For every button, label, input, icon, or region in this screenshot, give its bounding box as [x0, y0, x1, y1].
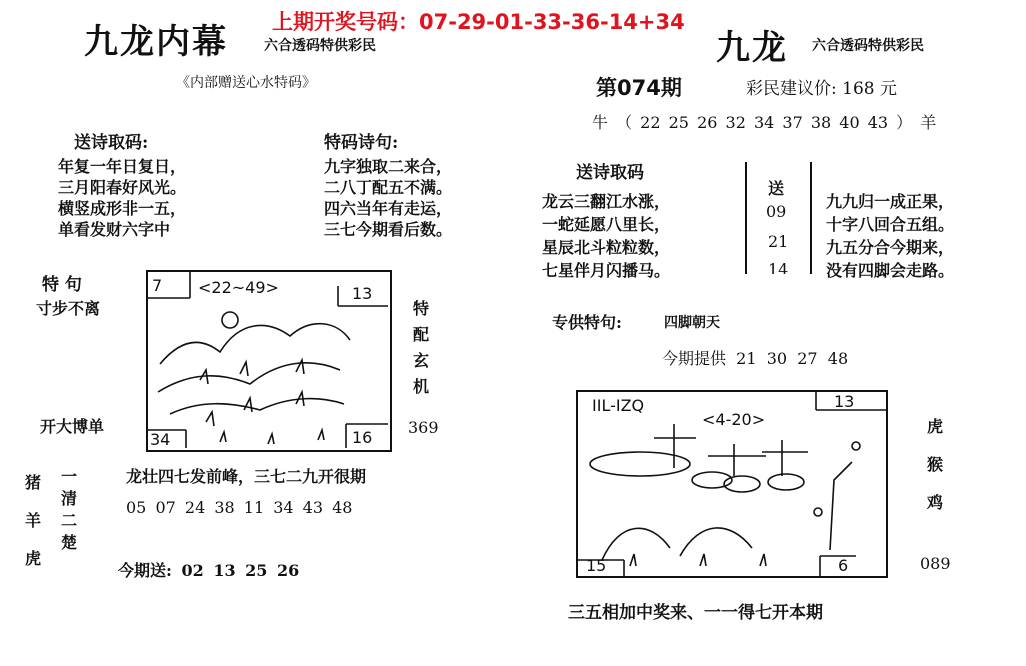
poem-line: 单看发财六字中: [58, 220, 171, 239]
vertical-char: 玄: [412, 351, 429, 370]
poem-line: 没有四脚会走路。: [826, 261, 955, 280]
vertical-char: 一: [60, 467, 77, 486]
poem-line: 横竖成形非一五，: [58, 199, 187, 218]
te-ju-label: 特 句: [42, 275, 82, 295]
numbers-row: 05 07 24 38 11 34 43 48: [126, 498, 353, 517]
left-subtitle: 六合透码特供彩民: [264, 38, 376, 54]
poem-line: 三月阳春好风光。: [58, 178, 187, 197]
right-subtitle: 六合透码特供彩民: [812, 38, 924, 54]
right-corner-br: 6: [838, 556, 849, 575]
special-poem-title: 特码诗句:: [324, 133, 399, 153]
zodiac-left-3: 虎: [24, 549, 41, 568]
poem-line: 年复一年日复日，: [58, 157, 187, 176]
send-number: 14: [768, 260, 789, 274]
right-number-089: 089: [920, 554, 951, 573]
zodiac-right-2: 猴: [926, 455, 943, 474]
zodiac-left-1: 猪: [24, 473, 41, 492]
vertical-char: 二: [60, 511, 77, 530]
jin-qi-song: 今期送: 02 13 25 26: [118, 561, 300, 580]
sun-icon: [222, 312, 238, 328]
left-corner-tl: 7: [152, 276, 163, 295]
zhuan-gong-text: 四脚朝天: [664, 315, 720, 331]
vertical-char: 楚: [60, 533, 77, 552]
left-range: <22~49>: [198, 278, 279, 297]
poem-line: 龙云三翻江水涨，: [542, 192, 671, 211]
send-number: 09: [766, 202, 787, 221]
long-zhuang-line: 龙壮四七发前峰，三七二九开很期: [126, 467, 367, 486]
poem-line: 十字八回合五组。: [826, 215, 955, 234]
te-ju-text: 寸步不离: [36, 299, 101, 318]
left-title: 九龙内幕: [84, 22, 228, 62]
bottom-line: 三五相加中奖来、一一得七开本期: [568, 603, 823, 623]
vertical-char: 配: [412, 325, 429, 344]
left-poem-title: 送诗取码:: [74, 133, 149, 153]
issue-number: 第074期: [596, 76, 682, 100]
poem-line: 四六当年有走运，: [324, 199, 453, 218]
te-pei-xuan-ji: [412, 296, 430, 400]
left-corner-tr: 13: [352, 284, 373, 303]
send-label: 送: [768, 179, 785, 198]
zodiac-right-3: 鸡: [926, 493, 943, 512]
right-range: <4-20>: [702, 410, 766, 429]
vertical-char: 机: [412, 377, 429, 396]
zodiac-right-1: 虎: [926, 417, 943, 436]
poem-line: 二八丁配五不满。: [324, 178, 453, 197]
left-cartoon-sketch: [146, 270, 388, 448]
right-poem-title: 送诗取码: [576, 163, 644, 183]
jin-qi-ti-gong: 今期提供 21 30 27 48: [662, 349, 849, 368]
left-corner-br: 16: [352, 428, 373, 447]
poem-line: 七星伴月闪播马。: [542, 261, 671, 280]
left-corner-bl: 34: [150, 430, 171, 449]
yi-qing-er-chu: [60, 466, 78, 554]
vertical-char: 清: [60, 489, 77, 508]
send-number: 21: [768, 232, 789, 251]
right-corner-bl: 15: [586, 556, 607, 575]
left-tagline: 《内部赠送心水特码》: [176, 75, 316, 91]
right-title: 九龙: [716, 28, 788, 68]
poem-line: 九字独取二来合，: [324, 157, 453, 176]
left-number-369: 369: [408, 418, 439, 437]
red-banner: 上期开奖号码：07-29-01-33-36-14+34: [272, 10, 685, 34]
poem-line: 星辰北斗粒粒数，: [542, 238, 671, 257]
niu-yang-line: 牛 （ 22 25 26 32 34 37 38 40 43 ） 羊: [592, 113, 937, 132]
kai-da-bo-dan: 开大博单: [40, 417, 105, 436]
right-top-left-scribble: IIL-IZQ: [592, 396, 645, 415]
price-label: 彩民建议价: 168 元: [746, 79, 897, 99]
poem-line: 九五分合今期来，: [826, 238, 955, 257]
zodiac-left-2: 羊: [24, 511, 41, 530]
poem-line: 九九归一成正果，: [826, 192, 955, 211]
zhuan-gong-label: 专供特句:: [552, 313, 622, 332]
poem-line: 三七今期看后数。: [324, 220, 453, 239]
vertical-char: 特: [412, 299, 429, 318]
right-corner-tr: 13: [834, 392, 855, 411]
poem-line: 一蛇延愿八里长，: [542, 215, 671, 234]
